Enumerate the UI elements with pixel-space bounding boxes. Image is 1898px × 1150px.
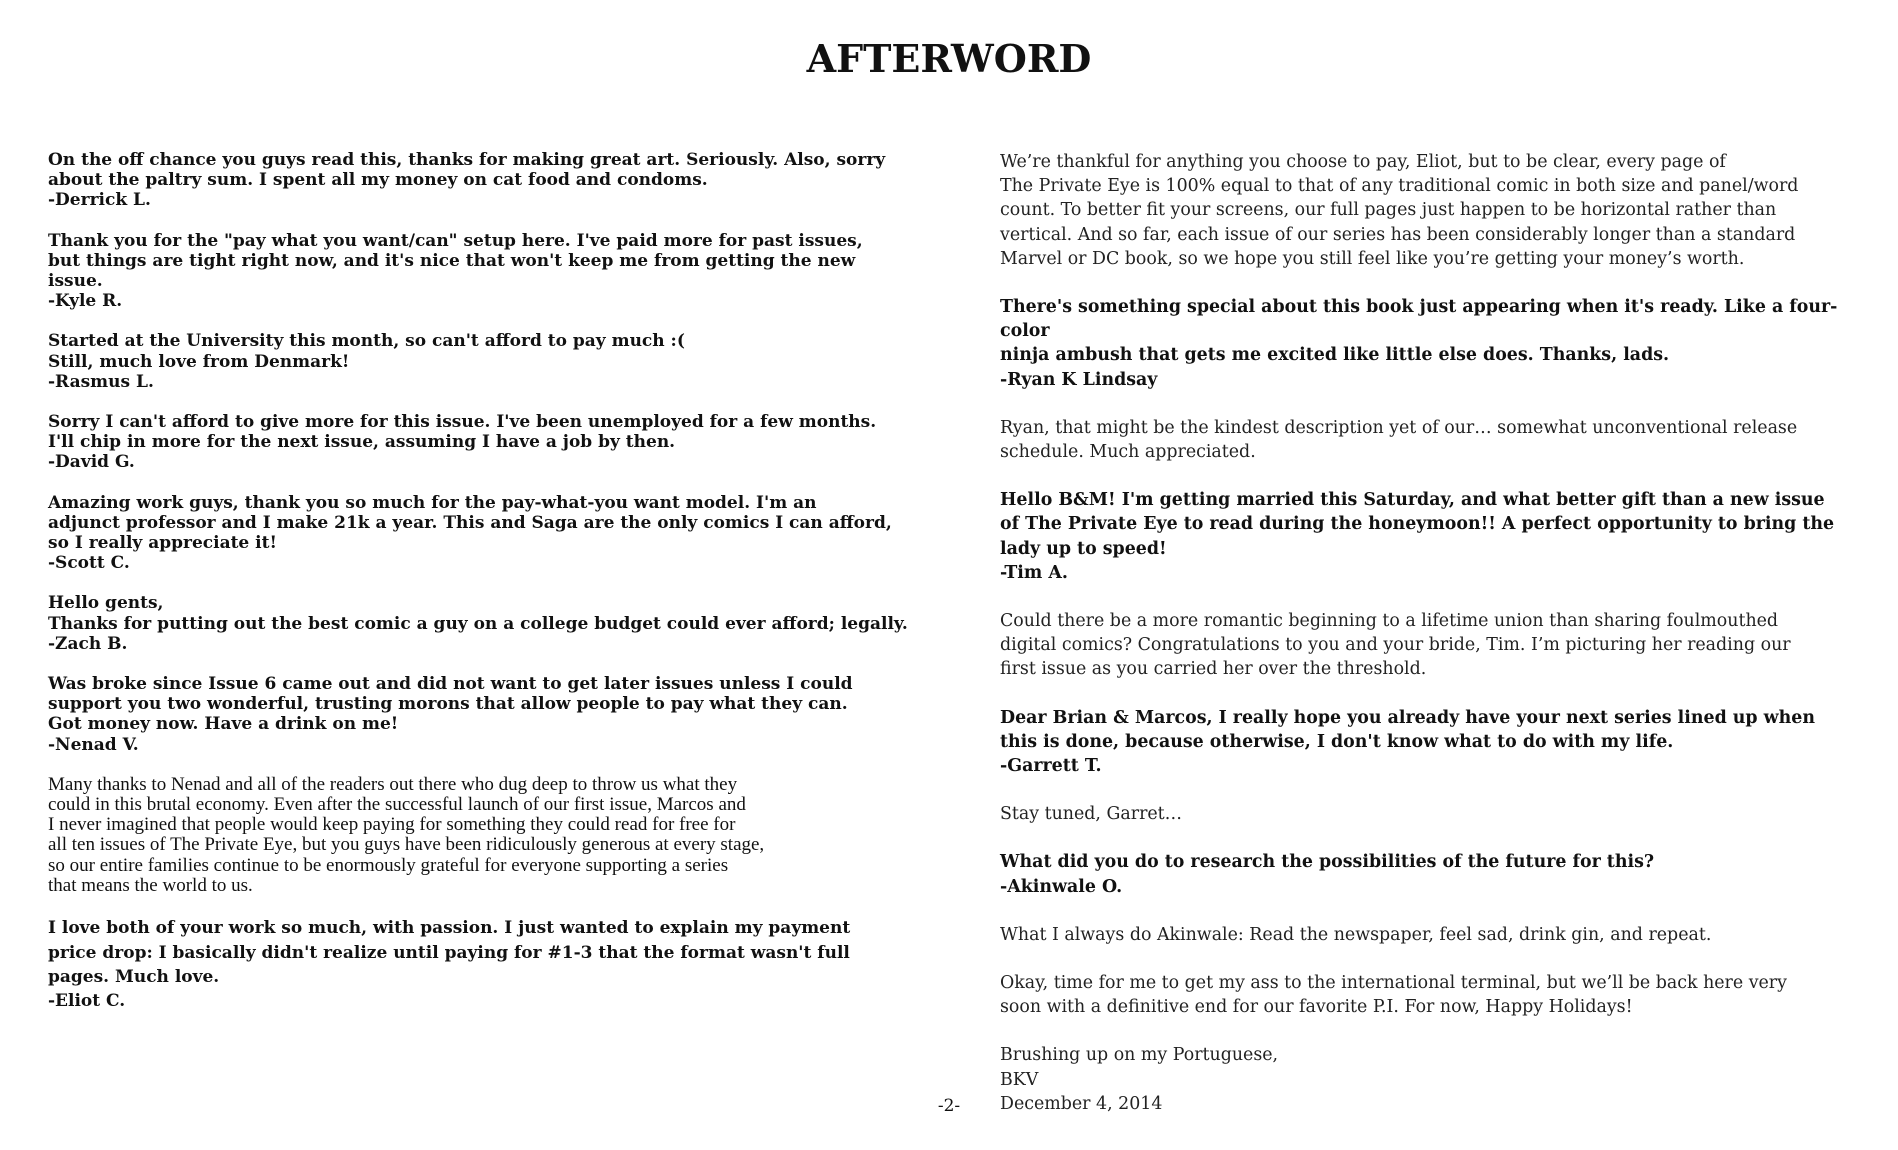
- reader-letter: Dear Brian & Marcos, I really hope you already have your next series lined up when this is done, because otherwise, I don't know what to do with my life. -Garrett T.: [1000, 707, 1815, 777]
- reader-letter: What did you do to research the possibilities of the future for this? -Akinwale O.: [1000, 852, 1655, 897]
- reader-letter: Hello B&M! I'm getting married this Saturday, and what better gift than a new issue of The Private Eye to read during the honeymoon!! A perfect opportunity to bring the lady up to speed! -Tim A.: [1000, 490, 1835, 583]
- reader-letter: Hello gents, Thanks for putting out the best comic a guy on a college budget could ever afford; legally. -Zach B.: [48, 593, 908, 654]
- author-reply: Many thanks to Nenad and all of the readers out there who dug deep to throw us what they could in this brutal economy. Even after the successful launch of our first issue, Marcos and I never imagined that people would keep paying for something they could read for free for all ten issues of The Private Eye, but you guys have been ridiculously generous at every stage, so our entire families continue to be enormously grateful for everyone supporting a series that means the world to us.: [48, 773, 765, 896]
- reader-letter: Thank you for the "pay what you want/can" setup here. I've paid more for past issues, but things are tight right now, and it's nice that won't keep me from getting the new issue. -Kyle R.: [48, 230, 863, 312]
- reader-letter: I love both of your work so much, with passion. I just wanted to explain my payment price drop: I basically didn't realize until paying for #1-3 that the format wasn't full pages. Much love. -Eliot C.: [48, 918, 851, 1012]
- page-number: -2-: [937, 1096, 961, 1116]
- reader-letter: Started at the University this month, so can't afford to pay much :( Still, much love from Denmark! -Rasmus L.: [48, 331, 685, 392]
- page-title: AFTERWORD: [806, 36, 1092, 81]
- reader-letter: There's something special about this book just appearing when it's ready. Like a four-color ninja ambush that gets me excited like little else does. Thanks, lads. -Ryan K Lindsay: [1000, 297, 1838, 390]
- signature-block: Brushing up on my Portuguese, BKV December 4, 2014: [1000, 1045, 1279, 1114]
- author-reply: Okay, time for me to get my ass to the international terminal, but we’ll be back here very soon with a definitive end for our favorite P.I. For now, Happy Holidays!: [1000, 973, 1787, 1018]
- reader-letter: On the off chance you guys read this, thanks for making great art. Seriously. Also, sorry about the paltry sum. I spent all my money on cat food and condoms. -Derrick L.: [48, 150, 886, 211]
- reader-letter: Sorry I can't afford to give more for this issue. I've been unemployed for a few months. I'll chip in more for the next issue, assuming I have a job by then. -David G.: [48, 412, 877, 473]
- reader-letter: Amazing work guys, thank you so much for the pay-what-you want model. I'm an adjunct professor and I make 21k a year. This and Saga are the only comics I can afford, so I really appreciate it! -Scott C.: [48, 492, 892, 574]
- author-reply: We’re thankful for anything you choose to pay, Eliot, but to be clear, every page of The Private Eye is 100% equal to that of any traditional comic in both size and panel/word count. To better fit your screens, our full pages just happen to be horizontal rather than vertical. And so far, each issue of our series has been considerably longer than a standard Marvel or DC book, so we hope you still feel like you’re getting your money’s worth.: [1000, 152, 1799, 269]
- author-reply: What I always do Akinwale: Read the newspaper, feel sad, drink gin, and repeat.: [1000, 924, 1712, 945]
- author-reply: Ryan, that might be the kindest description yet of our… somewhat unconventional release schedule. Much appreciated.: [1000, 417, 1798, 463]
- author-reply: Could there be a more romantic beginning to a lifetime union than sharing foulmouthed digital comics? Congratulations to you and your bride, Tim. I’m picturing her reading our first issue as you carried her over the threshold.: [1000, 611, 1791, 680]
- author-reply: Stay tuned, Garret…: [1000, 804, 1183, 825]
- right-column: [1000, 150, 1880, 1140]
- reader-letter: Was broke since Issue 6 came out and did not want to get later issues unless I could support you two wonderful, trusting morons that allow people to pay what they can. Got money now. Have a drink on me! -Nenad V.: [48, 674, 853, 755]
- left-column: [48, 150, 948, 1034]
